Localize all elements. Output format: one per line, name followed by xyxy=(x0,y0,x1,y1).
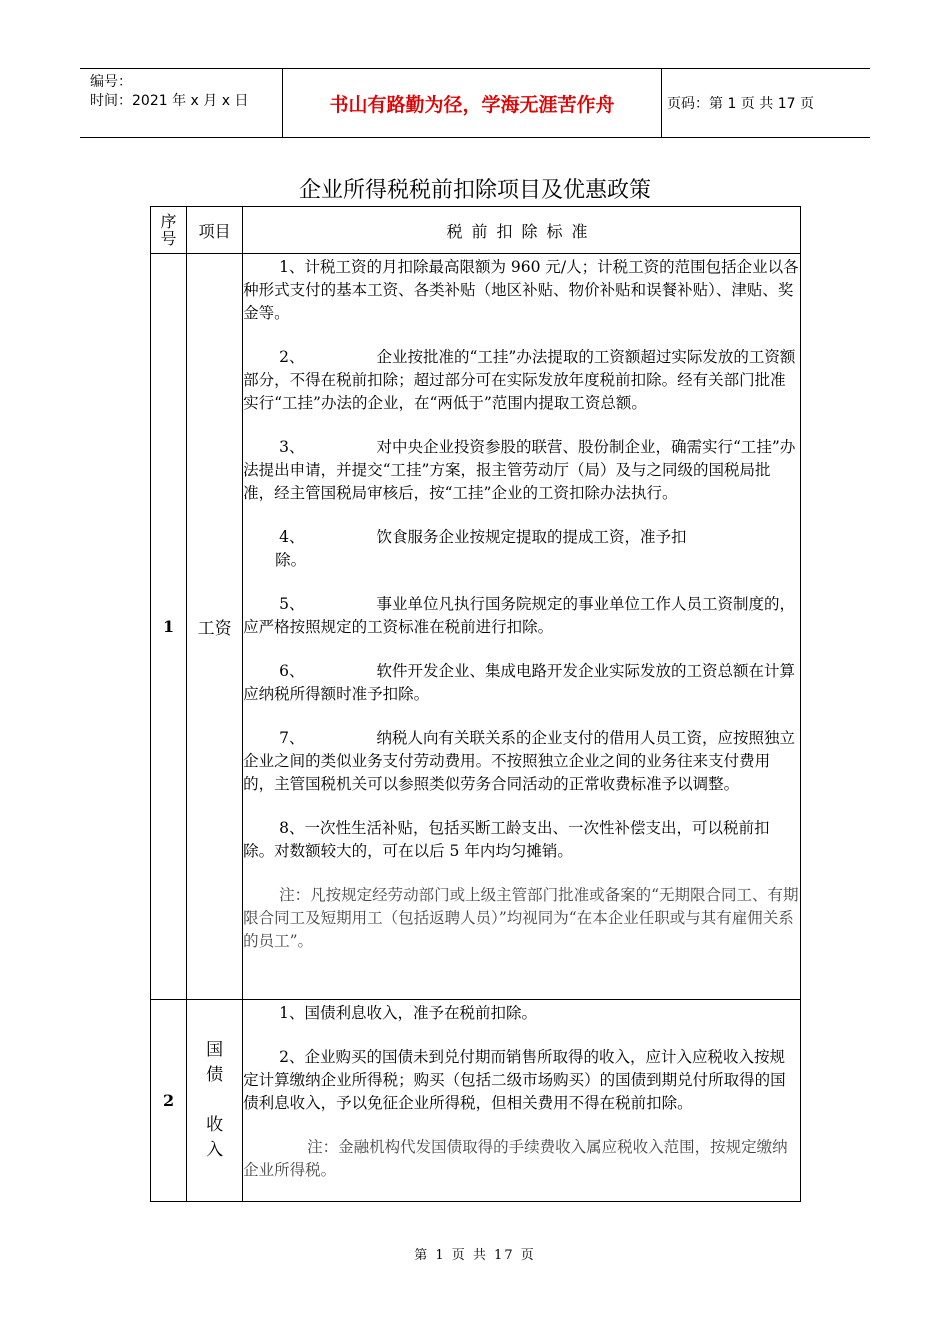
row-item xyxy=(187,1000,243,1202)
header-seq xyxy=(151,207,187,254)
header-page-info: 页码：第 1 页 共 17 页 xyxy=(667,96,814,112)
row-number: 1 xyxy=(151,254,187,1000)
document-title: 企业所得税税前扣除项目及优惠政策 xyxy=(298,178,651,203)
bond-note: 注：金融机构代发国债取得的手续费收入属应税收入范围，按规定缴纳企业所得税。 xyxy=(243,1138,788,1179)
row-standard xyxy=(243,1000,801,1202)
row-item-char: 债 xyxy=(206,1065,224,1085)
row-item-char: 收 xyxy=(206,1115,224,1135)
bond-rule-1: 1、国债利息收入，准予在税前扣除。 xyxy=(279,1004,537,1022)
page-header xyxy=(80,68,870,138)
wage-rule-3: 3、 对中央企业投资参股的联营、股份制企业，确需实行“工挂”办法提出申请，并提交“工挂”方案，报主管劳动厅（局）及与之同级的国税局批准，经主管国税局审核后，按“工挂”企业的工资扣除办法执行。 xyxy=(243,438,796,502)
header-motto: 书山有路勤为径，学海无涯苦作舟 xyxy=(282,69,662,137)
row-item-char xyxy=(187,1088,242,1113)
header-standard: 税前扣除标准 xyxy=(243,207,801,254)
row-item-char: 入 xyxy=(206,1140,224,1160)
header-item: 项目 xyxy=(187,207,243,254)
row-item-char: 国 xyxy=(206,1040,224,1060)
page-footer: 第 1 页 共 17 页 xyxy=(414,1248,536,1263)
table-row xyxy=(151,1000,801,1202)
wage-rule-5: 5、 事业单位凡执行国务院规定的事业单位工作人员工资制度的，应严格按照规定的工资标准在税前进行扣除。 xyxy=(243,595,796,636)
deduction-table xyxy=(150,206,801,1202)
doc-number-label: 编号： xyxy=(90,74,132,90)
table-row xyxy=(151,254,801,1000)
row-standard xyxy=(243,254,801,1000)
wage-rule-2: 2、 企业按批准的“工挂”办法提取的工资额超过实际发放的工资额部分，不得在税前扣除；超过部分可在实际发放年度税前扣除。经有关部门批准实行“工挂”办法的企业，在“两低于”范围内提取工资总额。 xyxy=(243,348,796,412)
header-seq-top: 序 xyxy=(160,212,177,231)
table-header-row xyxy=(151,207,801,254)
header-seq-bottom: 号 xyxy=(160,229,177,248)
wage-rule-6: 6、 软件开发企业、集成电路开发企业实际发放的工资总额在计算应纳税所得额时准予扣除。 xyxy=(243,662,796,703)
wage-rule-7: 7、 纳税人向有关联关系的企业支付的借用人员工资，应按照独立企业之间的类似业务支付劳动费用。不按照独立企业之间的业务往来支付费用的，主管国税机关可以参照类似劳务合同活动的正常收费标准予以调整。 xyxy=(243,729,796,793)
wage-rule-8: 8、一次性生活补贴，包括买断工龄支出、一次性补偿支出，可以税前扣除。对数额较大的，可在以后 5 年内均匀摊销。 xyxy=(243,819,770,860)
header-meta xyxy=(80,69,282,141)
row-number: 2 xyxy=(151,1000,187,1202)
wage-rule-4: 4、 饮食服务企业按规定提取的提成工资，准予扣 除。 xyxy=(275,528,687,569)
bond-rule-2: 2、企业购买的国债未到兑付期而销售所取得的收入，应计入应税收入按规定计算缴纳企业所得税；购买（包括二级市场购买）的国债到期兑付所取得的国债利息收入，予以免征企业所得税，但相关费用不得在税前扣除。 xyxy=(243,1048,786,1112)
wage-rule-1: 1、计税工资的月扣除最高限额为 960 元/人；计税工资的范围包括企业以各种形式支付的基本工资、各类补贴（地区补贴、物价补贴和误餐补贴）、津贴、奖金等。 xyxy=(243,258,799,322)
doc-time-label: 时间：2021 年 x 月 x 日 xyxy=(90,93,249,109)
wage-note: 注：凡按规定经劳动部门或上级主管部门批准或备案的“无期限合同工、有期限合同工及短期用工（包括返聘人员）”均视同为“在本企业任职或与其有雇佣关系的员工”。 xyxy=(243,886,799,950)
row-item: 工资 xyxy=(187,254,243,1000)
